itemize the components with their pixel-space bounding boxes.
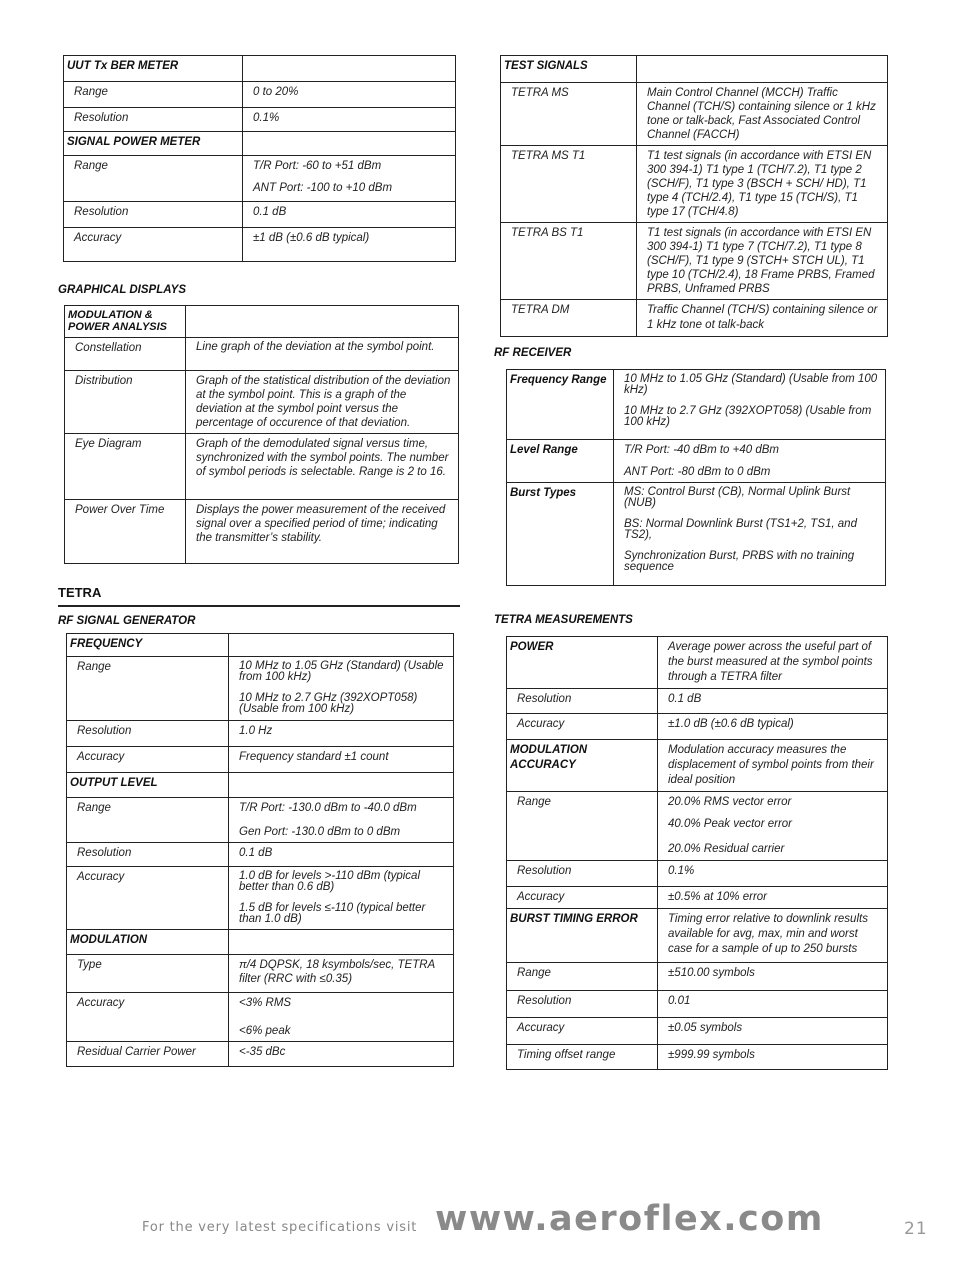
test-signals-title: TEST SIGNALS — [501, 56, 637, 83]
burst-types-label: Burst Types — [507, 483, 614, 586]
row-value: 1.0 dB for levels >-110 dBm (typical better than 0.6 dB) — [239, 870, 420, 893]
row-value: Line graph of the deviation at the symbol point. — [186, 338, 459, 371]
tetra-section-title: TETRA — [58, 585, 102, 600]
power-title: POWER — [507, 637, 658, 689]
row-value: Graph of the demodulated signal versus time, synchronized with the symbol points. The number of symbol periods is selectable. Range is 2 to 16. — [186, 434, 459, 500]
row-label: Resolution — [507, 689, 658, 714]
row-value: T/R Port: -60 to +51 dBm — [253, 160, 382, 172]
row-value: 10 MHz to 1.05 GHz (Standard) (Usable from 100 kHz) — [624, 373, 878, 396]
row-label: Resolution — [67, 843, 229, 867]
row-label: Resolution — [67, 721, 229, 747]
modulation-title: MODULATION — [67, 930, 229, 955]
row-value: 0 to 20% — [243, 82, 456, 108]
row-label: Type — [67, 955, 229, 993]
row-label: Accuracy — [507, 1018, 658, 1045]
rf-signal-generator-heading: RF SIGNAL GENERATOR — [58, 615, 196, 627]
page-number: 21 — [904, 1219, 928, 1239]
footer-url-link[interactable]: www.aeroflex.com — [435, 1199, 824, 1239]
tetra-measurements-heading: TETRA MEASUREMENTS — [494, 614, 633, 626]
row-label: Resolution — [64, 108, 243, 132]
test-signals-table — [500, 55, 888, 337]
row-value: 20.0% RMS vector error — [668, 796, 792, 808]
graphical-displays-heading: GRAPHICAL DISPLAYS — [58, 284, 187, 296]
row-label: Accuracy — [507, 714, 658, 740]
row-label: TETRA MS T1 — [501, 146, 637, 223]
row-value: 0.1% — [243, 108, 456, 132]
row-label: Range — [67, 798, 229, 843]
row-value: BS: Normal Downlink Burst (TS1+2, TS1, and TS2), — [624, 518, 857, 541]
row-label: Accuracy — [67, 747, 229, 773]
row-value: 10 MHz to 2.7 GHz (392XOPT058) (Usable from 100 kHz) — [624, 405, 872, 428]
row-value: MS: Control Burst (CB), Normal Uplink Burst (NUB) — [624, 486, 851, 509]
rf-receiver-heading: RF RECEIVER — [494, 347, 572, 359]
row-value: T/R Port: -40 dBm to +40 dBm — [624, 444, 779, 456]
row-label: Range — [507, 963, 658, 991]
row-value: 20.0% Residual carrier — [668, 843, 785, 855]
row-value: Traffic Channel (TCH/S) containing silence or 1 kHz tone ot talk-back — [637, 300, 888, 337]
power-description: Average power across the useful part of the burst measured at the symbol points through a TETRA filter — [658, 637, 888, 689]
level-range-label: Level Range — [507, 440, 614, 483]
row-label: TETRA DM — [501, 300, 637, 337]
row-label: TETRA MS — [501, 83, 637, 146]
row-value: Displays the power measurement of the received signal over a specified period of time; indicating the transmitter’s stability. — [186, 500, 459, 564]
tetra-measurements-table — [506, 636, 888, 1070]
row-value: 0.01 — [658, 991, 888, 1018]
modulation-accuracy-title: MODULATION ACCURACY — [507, 740, 658, 792]
row-label: Accuracy — [507, 887, 658, 909]
row-value: <3% RMS — [239, 997, 292, 1009]
frequency-range-label: Frequency Range — [507, 370, 614, 440]
row-label: Resolution — [507, 861, 658, 887]
uut-ber-table — [63, 55, 456, 262]
row-label: Timing offset range — [507, 1045, 658, 1070]
row-value: ±0.05 symbols — [658, 1018, 888, 1045]
rf-receiver-table — [506, 369, 886, 586]
row-label: Eye Diagram — [65, 434, 186, 500]
row-value: 1.5 dB for levels ≤-110 (typical better than 1.0 dB) — [239, 902, 426, 925]
row-label: Power Over Time — [65, 500, 186, 564]
footer-text: For the very latest specifications visit — [142, 1220, 418, 1235]
burst-timing-error-title: BURST TIMING ERROR — [507, 909, 658, 963]
row-value: ±0.5% at 10% error — [658, 887, 888, 909]
row-label: Constellation — [65, 338, 186, 371]
row-label: Range — [67, 657, 229, 721]
row-value: Graph of the statistical distribution of the deviation at the symbol point. This is a graph of the deviation at the symbol point versus the percentage of occurence of that deviation. — [186, 371, 459, 434]
burst-timing-error-description: Timing error relative to downlink results available for avg, max, min and worst case for a sample of up to 250 bursts — [658, 909, 888, 963]
row-label: Accuracy — [67, 993, 229, 1042]
row-label: Resolution — [507, 991, 658, 1018]
row-value: T1 test signals (in accordance with ETSI EN 300 394-1) T1 type 1 (TCH/7.2), T1 type 2 (SCH/F), T1 type 3 (BSCH + SCH/ HD), T1 type 4 (TCH/2.4), T1 type 15 (TCH/S), T1 type 17 (TCH/4.8) — [637, 146, 888, 223]
row-value: Synchronization Burst, PRBS with no training sequence — [624, 550, 855, 573]
frequency-title: FREQUENCY — [67, 634, 229, 657]
row-value: 10 MHz to 1.05 GHz (Standard) (Usable from 100 kHz) — [239, 660, 444, 683]
graphical-displays-table — [64, 305, 459, 564]
row-value: 0.1% — [658, 861, 888, 887]
output-level-title: OUTPUT LEVEL — [67, 773, 229, 798]
rf-signal-generator-table — [66, 633, 454, 1067]
row-label: Residual Carrier Power — [67, 1042, 229, 1067]
row-value: <-35 dBc — [229, 1042, 454, 1067]
row-label: Distribution — [65, 371, 186, 434]
row-value: ±510.00 symbols — [658, 963, 888, 991]
row-label: Range — [64, 82, 243, 108]
row-label: Range — [64, 156, 243, 202]
modulation-accuracy-description: Modulation accuracy measures the displacement of symbol points from their ideal position — [658, 740, 888, 792]
row-label: TETRA BS T1 — [501, 223, 637, 300]
row-value: 0.1 dB — [229, 843, 454, 867]
row-value: T/R Port: -130.0 dBm to -40.0 dBm — [239, 802, 417, 814]
row-value: 40.0% Peak vector error — [668, 818, 793, 830]
row-value: Frequency standard ±1 count — [229, 747, 454, 773]
signal-power-meter-title: SIGNAL POWER METER — [64, 132, 243, 156]
row-value: 0.1 dB — [243, 202, 456, 228]
tetra-section-rule — [58, 605, 460, 607]
row-value: ANT Port: -100 to +10 dBm — [253, 182, 393, 194]
row-label: Accuracy — [64, 228, 243, 262]
row-value: Gen Port: -130.0 dBm to 0 dBm — [239, 826, 401, 838]
row-value: ±1.0 dB (±0.6 dB typical) — [658, 714, 888, 740]
row-value: <6% peak — [239, 1025, 291, 1037]
row-value: Main Control Channel (MCCH) Traffic Channel (TCH/S) containing silence or 1 kHz tone or talk-back, Fast Associated Control Channel (FACCH) — [637, 83, 888, 146]
row-label: Range — [507, 792, 658, 861]
uut-ber-title: UUT Tx BER METER — [64, 56, 243, 82]
row-value: 0.1 dB — [658, 689, 888, 714]
row-value: 1.0 Hz — [229, 721, 454, 747]
row-label: Accuracy — [67, 867, 229, 930]
row-value: 10 MHz to 2.7 GHz (392XOPT058) (Usable from 100 kHz) — [239, 692, 418, 715]
row-label: Resolution — [64, 202, 243, 228]
row-value: ±1 dB (±0.6 dB typical) — [243, 228, 456, 262]
row-value: ±999.99 symbols — [658, 1045, 888, 1070]
row-value: T1 test signals (in accordance with ETSI EN 300 394-1) T1 type 7 (TCH/7.2), T1 type 8 (SCH/F), T1 type 9 (STCH+ STCH UL), T1 type 10 (TCH/2.4), 18 Frame PRBS, Framed PRBS, Unframed PRBS — [637, 223, 888, 300]
row-value: ANT Port: -80 dBm to 0 dBm — [624, 466, 771, 478]
modulation-power-analysis-title: MODULATION & POWER ANALYSIS — [65, 306, 186, 338]
row-value: π/4 DQPSK, 18 ksymbols/sec, TETRA filter (RRC with ≤0.35) — [229, 955, 454, 993]
